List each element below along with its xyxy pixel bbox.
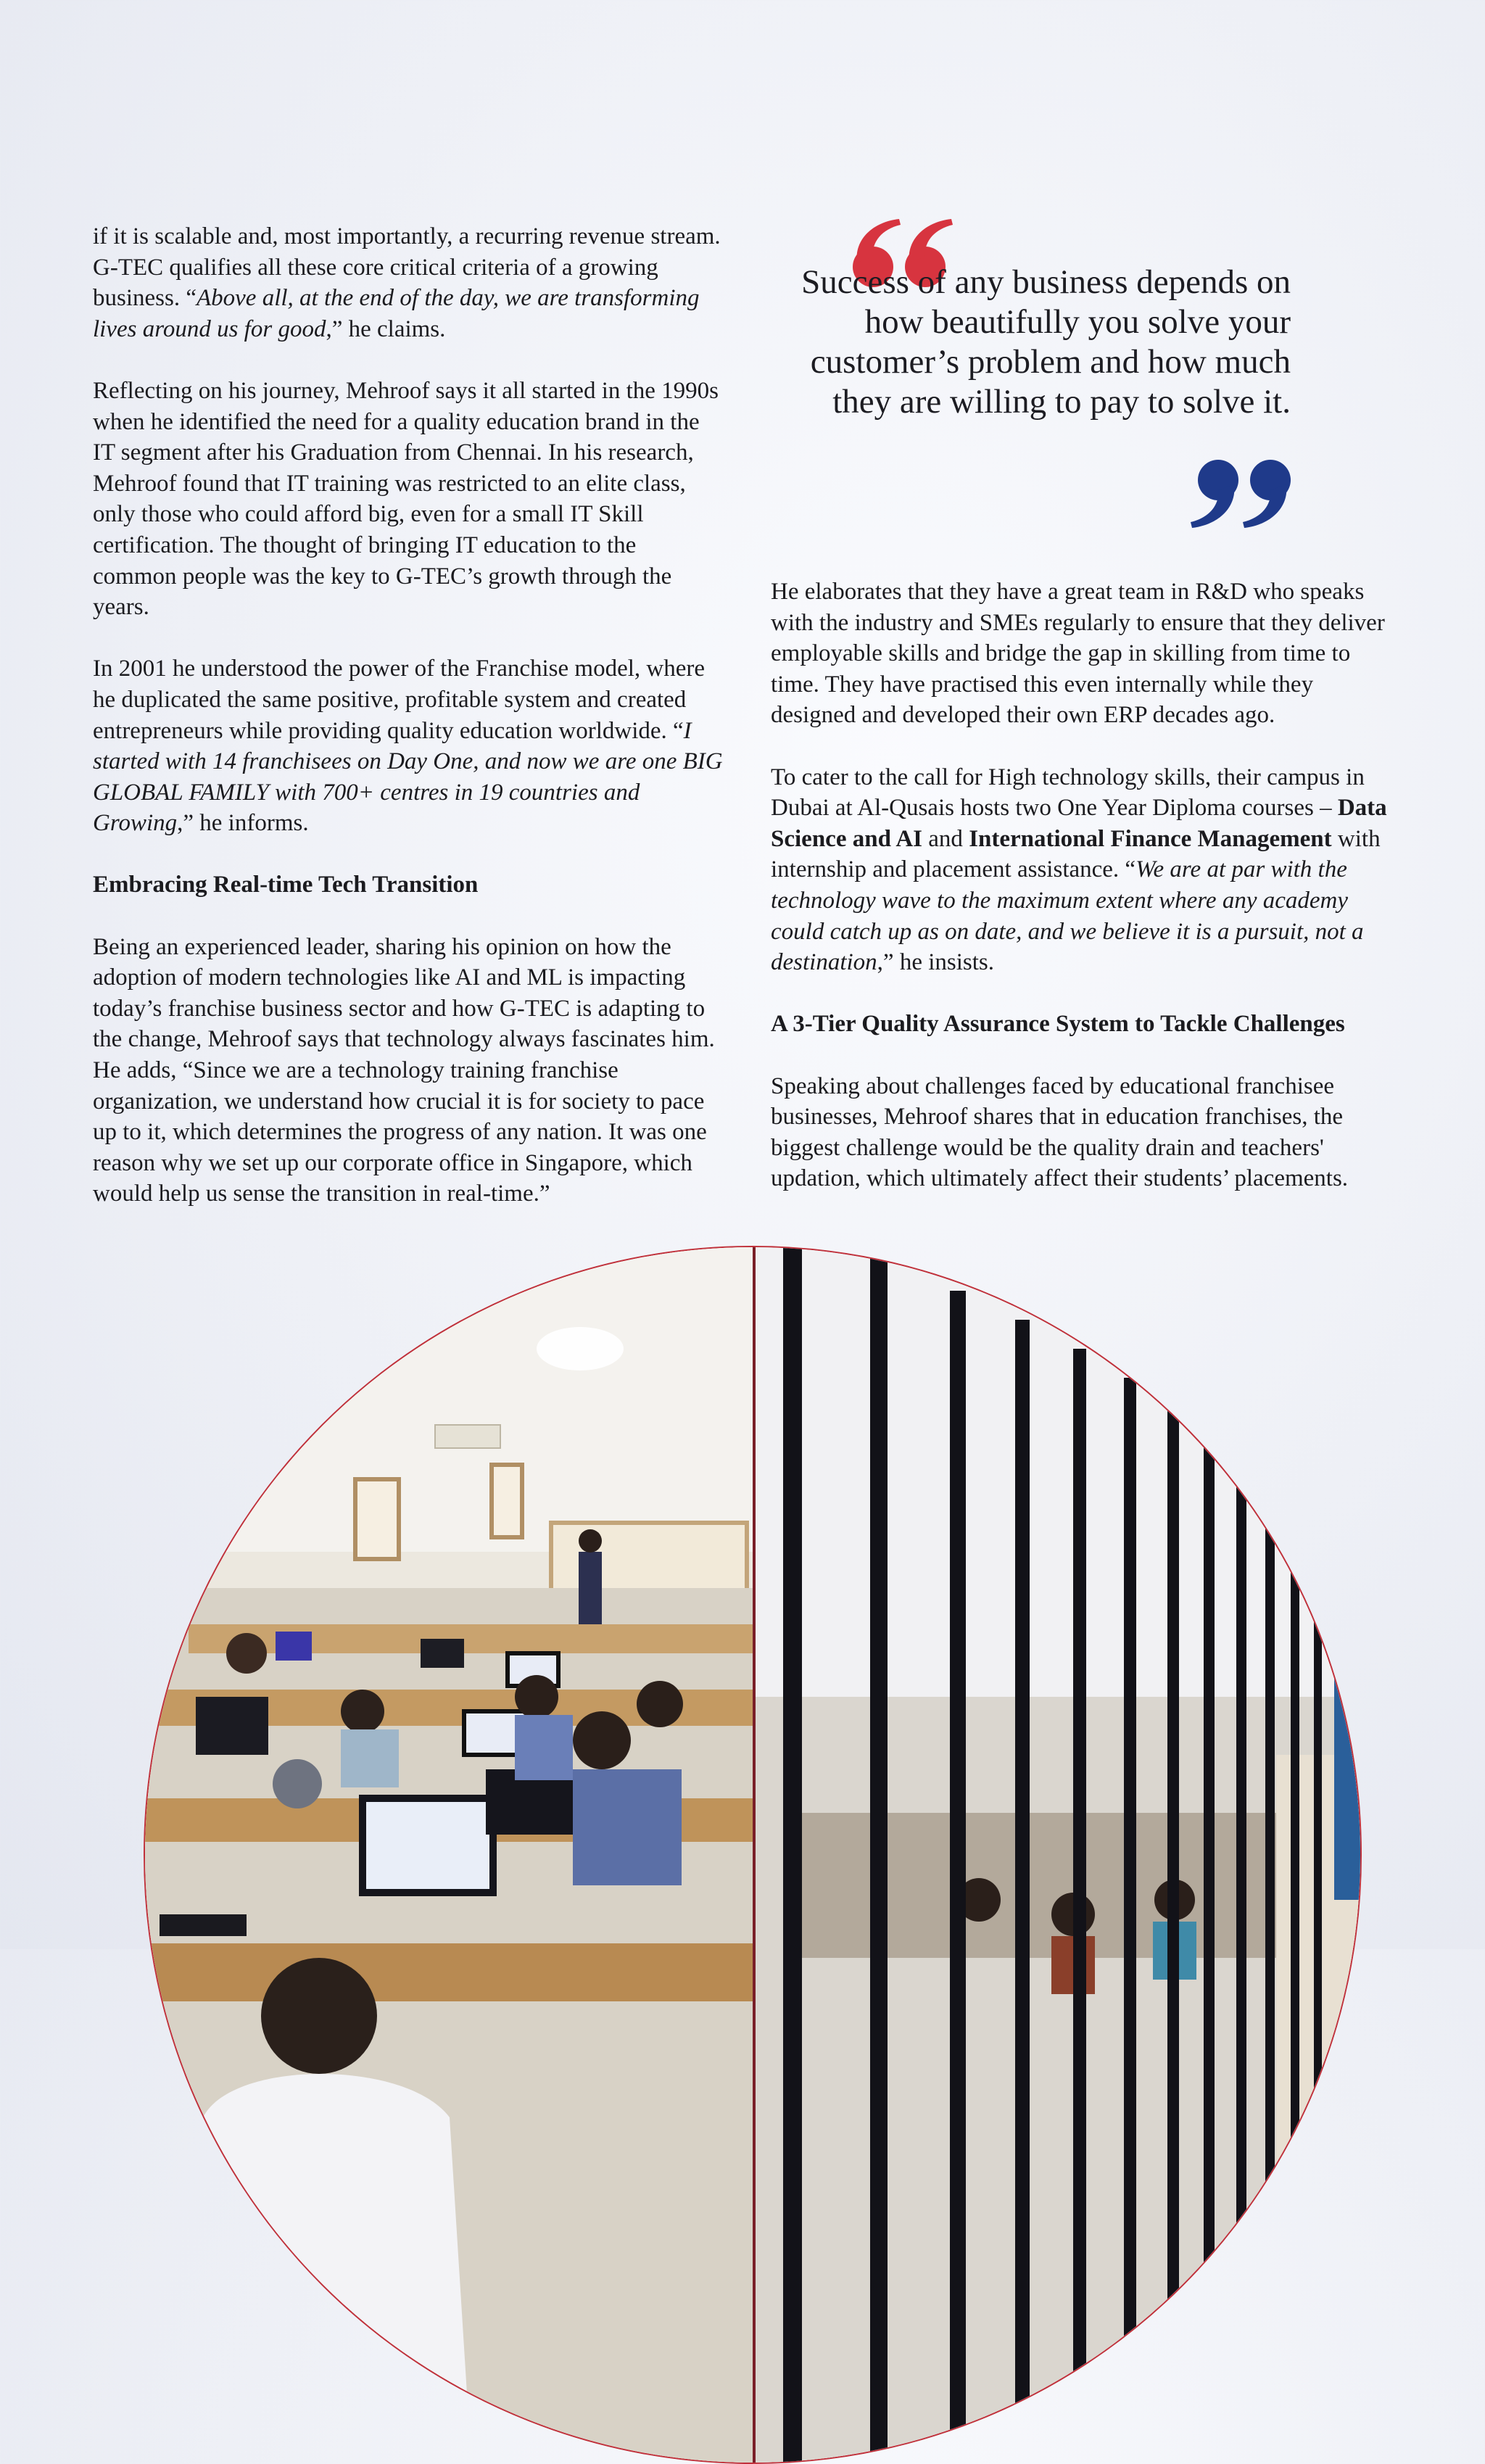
italic-quote: We are at par with the technology wave to the maximum extent where any academy could catch up as on date, and we believe it is a pursuit, not a destination	[771, 856, 1364, 976]
pull-quote-text: Success of any business depends on how beautifully you solve your customer’s problem and how much they are willing to pay to solve it.	[801, 263, 1291, 421]
course-name: Data Science and AI	[771, 795, 1387, 852]
left-paragraph-3	[93, 653, 724, 839]
italic-quote: I started with 14 franchisees on Day One, and now we are one BIG GLOBAL FAMILY with 700+ centres in 19 countries and Growing	[93, 717, 723, 837]
text-run: ,” he insists.	[877, 949, 994, 976]
close-quote-icon	[1188, 457, 1296, 529]
course-name: International Finance Management	[969, 825, 1332, 852]
classroom-illustration	[145, 1247, 1360, 2463]
left-paragraph-2: Reflecting on his journey, Mehroof says it all started in the 1990s when he identified the need for a quality education brand in the IT segment after his Graduation from Chennai. In his research, Mehroof found that IT training was restricted to an elite class, only those who could afford big, even for a small IT Skill certification. The thought of bringing IT education to the common people was the key to G-TEC’s growth through the years.	[93, 377, 719, 621]
text-run: and	[922, 825, 969, 852]
left-paragraph-1	[93, 221, 724, 344]
right-paragraph-3: Speaking about challenges faced by educational franchisee businesses, Mehroof shares that in education franchises, the biggest challenge would be the quality drain and teachers' updation, which ultimately affect their students’ placements.	[771, 1072, 1349, 1192]
text-run: if it is scalable and, most importantly, a recurring revenue stream. G-TEC qualifies all these core critical criteria of a growing business. “	[93, 223, 721, 312]
italic-quote: Above all, at the end of the day, we are transforming lives around us for good	[93, 285, 700, 342]
section-heading-quality-assurance: A 3-Tier Quality Assurance System to Tackle Challenges	[771, 1011, 1345, 1038]
right-column	[771, 576, 1399, 1225]
pull-quote	[754, 218, 1291, 537]
text-run: with internship and placement assistance. “	[771, 825, 1381, 883]
section-heading-tech-transition: Embracing Real-time Tech Transition	[93, 872, 479, 898]
left-column	[93, 221, 724, 1241]
text-run: ,” he informs.	[177, 810, 309, 837]
text-run: To cater to the call for High technology skills, their campus in Dubai at Al-Qusais hosts two One Year Diploma courses –	[771, 764, 1365, 822]
classroom-photo	[144, 1246, 1362, 2464]
text-run: In 2001 he understood the power of the Franchise model, where he duplicated the same positive, profitable system and created entrepreneurs while providing quality education worldwide. “	[93, 656, 706, 744]
right-paragraph-1: He elaborates that they have a great team in R&D who speaks with the industry and SMEs regularly to ensure that they deliver employable skills and bridge the gap in skilling from time to time. They have practised this even internally while they designed and developed their own ERP decades ago.	[771, 579, 1385, 729]
text-run: ,” he claims.	[326, 315, 446, 342]
left-paragraph-4: Being an experienced leader, sharing his opinion on how the adoption of modern technologies like AI and ML is impacting today’s franchise business sector and how G-TEC is adapting to the change, Mehroof says that technology always fascinates him. He adds, “Since we are a technology training franchise organization, we understand how crucial it is for society to pace up to it, which determines the progress of any nation. It was one reason why we set up our corporate office in Singapore, which would help us sense the transition in real-time.”	[93, 933, 715, 1207]
right-paragraph-2	[771, 762, 1399, 978]
